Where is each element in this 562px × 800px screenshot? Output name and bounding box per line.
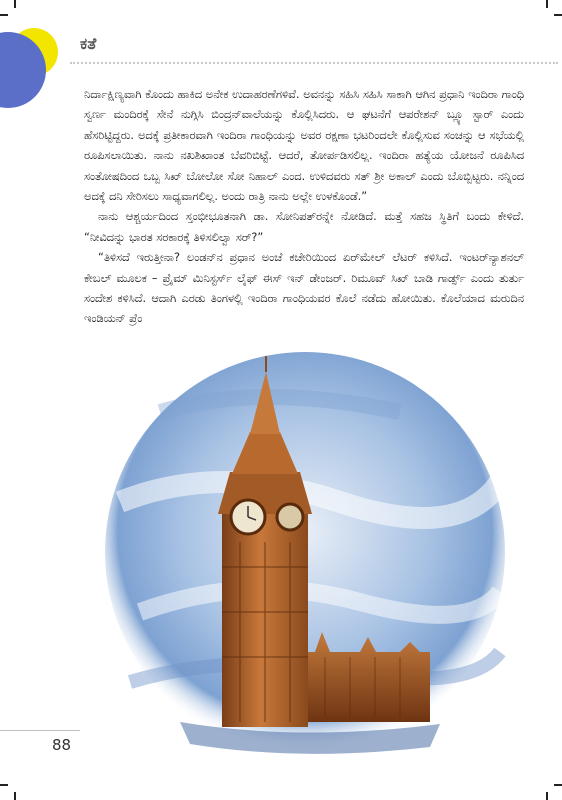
big-ben-illustration xyxy=(100,352,510,772)
crop-mark xyxy=(14,792,16,800)
crop-mark xyxy=(0,14,8,16)
crop-mark xyxy=(554,784,562,786)
paragraph: ನಾನು ಆಶ್ಚರ್ಯದಿಂದ ಸ್ತಂಭೀಭೂತನಾಗಿ ಡಾ. ಸೋನಿಪತ್‌ರನ್ನೇ ನೋಡಿದೆ. ಮತ್ತೆ ಸಹಜ ಸ್ಥಿತಿಗೆ ಬಂದು ಕೇಳಿದೆ. “ನೀವಿದನ್ನು ಭಾರತ ಸರಕಾರಕ್ಕೆ ತಿಳಿಸಲಿಲ್ವಾ ಸರ್?” xyxy=(84,210,524,244)
clock-face xyxy=(277,504,303,530)
page-number-rule xyxy=(0,730,80,731)
crop-mark xyxy=(546,792,548,800)
paragraph: “ತಿಳಿಸದೆ ಇರುತ್ತೀನಾ? ಲಂಡನ್‌ನ ಪ್ರಧಾನ ಅಂಚೆ ಕಚೇರಿಯಿಂದ ಏರ್‌ಮೇಲ್ ಲೆಟರ್ ಕಳಿಸಿದೆ. ಇಂಟರ್‌ನ್ಯಾಶನಲ್ ಕೇಬಲ್ ಮೂಲಕ – ಪ್ರೈಮ್ ಮಿನಿಸ್ಟರ್ಸ್ ಲೈಫ್ ಈಸ್ ಇನ್ ಡೇಂಜರ್. ರಿಮೂವ್ ಸಿಖ್ ಬಾಡಿ ಗಾರ್ಡ್ಸ್ ಎಂದು ತುರ್ತು ಸಂದೇಶ ಕಳಿಸಿದೆ. ಆದಾಗಿ ಎರಡು ತಿಂಗಳಲ್ಲಿ ಇಂದಿರಾ ಗಾಂಧಿಯವರ ಕೊಲೆ ನಡೆದು ಹೋಯಿತು. ಕೊಲೆಯಾದ ಮರುದಿನ ಇಂಡಿಯನ್ ಪ್ರೆಂ xyxy=(84,251,524,326)
crop-mark xyxy=(14,0,16,8)
page-number: 88 xyxy=(52,736,72,754)
crop-mark xyxy=(0,784,8,786)
paragraph: ನಿರ್ದಾಕ್ಷಿಣ್ಯವಾಗಿ ಕೊಂದು ಹಾಕಿದ ಅನೇಕ ಉದಾಹರಣೆಗಳಿವೆ. ಅವನನ್ನು ಸಹಿಸಿ ಸಹಿಸಿ ಸಾಕಾಗಿ ಆಗಿನ ಪ್ರಧಾನಿ ಇಂದಿರಾ ಗಾಂಧಿ ಸ್ವರ್ಣ ಮಂದಿರಕ್ಕೆ ಸೇನೆ ನುಗ್ಗಿಸಿ ಬಿಂದ್ರನ್‌ವಾಲೆಯನ್ನು ಕೊಲ್ಲಿಸಿದರು. ಆ ಘಟನೆಗೆ ಆಪರೇಶನ್ ಬ್ಲ್ಯೂ ಸ್ಟಾರ್ ಎಂದು ಹೆಸರಿಟ್ಟಿದ್ದರು. ಅದಕ್ಕೆ ಪ್ರತೀಕಾರವಾಗಿ ಇಂದಿರಾ ಗಾಂಧಿಯನ್ನು ಅವರ ರಕ್ಷಣಾ ಭಟರಿಂದಲೇ ಕೊಲ್ಲಿಸುವ ಸಂಚನ್ನು ಆ ಸಭೆಯಲ್ಲಿ ರೂಪಿಸಲಾಯಿತು. ನಾನು ನಖಶಿಖಾಂತ ಬೆವರಿಬಿಟ್ಟೆ. ಆದರೆ, ತೋರ್ಪಡಿಸಲಿಲ್ಲ. ಇಂದಿರಾ ಹತ್ಯೆಯ ಯೋಜನೆ ರೂಪಿಸಿದ ಸಂತೋಷದಿಂದ ಒಬ್ಬ ಸಿಖ್ ಬೋಲೋ ಸೋ ನಿಹಾಲ್ ಎಂದ. ಉಳಿದವರು ಸತ್ ಶ್ರೀ ಅಕಾಲ್ ಎಂದು ಬೊಬ್ಬಿಟ್ಟರು. ನನ್ನಿಂದ ಅದಕ್ಕೆ ದನಿ ಸೇರಿಸಲು ಸಾಧ್ಯವಾಗಲಿಲ್ಲ. ಅಂದು ರಾತ್ರಿ ನಾನು ಅಲ್ಲೇ ಉಳಕೊಂಡೆ.” xyxy=(84,88,524,204)
body-text xyxy=(84,85,524,330)
header-dotted-rule xyxy=(70,62,558,64)
crop-mark xyxy=(546,0,548,8)
section-title: ಕತೆ xyxy=(80,34,97,53)
crop-mark xyxy=(554,14,562,16)
